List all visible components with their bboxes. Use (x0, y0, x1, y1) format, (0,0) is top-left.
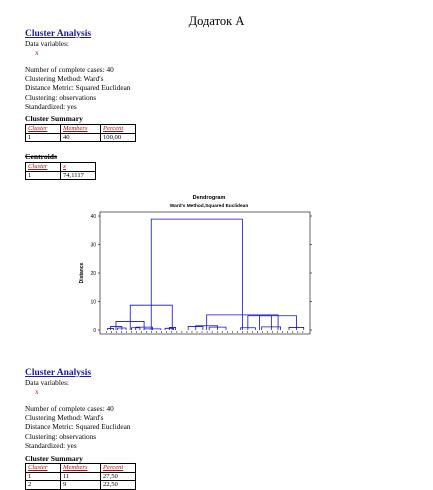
page-title: Додаток А (188, 14, 245, 28)
column-header: Cluster (26, 464, 61, 473)
info-line: Clustering Method: Ward's (25, 74, 104, 84)
cluster-analysis-link-1[interactable]: Cluster Analysis (25, 29, 92, 39)
data-variables-label-2: Data variables: (25, 378, 69, 387)
cluster-summary-table-2 (25, 463, 136, 490)
y-tick-label: 20 (90, 270, 96, 277)
info-line: Distance Metric: Squared Euclidean (25, 422, 131, 432)
info-line: Standardized: yes (25, 101, 77, 111)
table-cell: 9 (61, 481, 101, 490)
table-header-row (26, 464, 136, 473)
table-cell: 74,1117 (61, 171, 96, 180)
cluster-summary-table-1 (25, 124, 136, 142)
chart-title: Dendrogram (192, 195, 226, 201)
column-header: Percent (101, 464, 136, 473)
variable-name-2: x (35, 387, 39, 396)
centroids-title: Centroids (25, 152, 57, 161)
dendrogram-chart (70, 190, 330, 345)
cluster-summary-title-2: Cluster Summary (25, 454, 83, 463)
dendrogram-link (151, 219, 242, 330)
table-cell: 2 (26, 481, 61, 490)
info-line: Standardized: yes (25, 440, 77, 450)
column-header: Cluster (26, 163, 61, 172)
info-line: Clustering Method: Ward's (25, 413, 104, 423)
y-axis-label: Distance (79, 262, 85, 284)
table-cell: 22,50 (101, 481, 136, 490)
table-row (26, 171, 96, 180)
info-list-2 (25, 404, 131, 450)
table-cell: 1 (26, 472, 61, 481)
table-cell: 27,50 (101, 472, 136, 481)
y-tick-label: 40 (90, 213, 96, 220)
table-cell: 100,00 (101, 133, 136, 142)
y-tick-label: 30 (90, 242, 96, 249)
cluster-analysis-link-2[interactable]: Cluster Analysis (25, 368, 92, 378)
centroids-table (25, 162, 96, 180)
column-header: x (61, 163, 96, 172)
column-header: Cluster (26, 125, 61, 134)
data-variables-label-1: Data variables: (25, 39, 69, 48)
table-header-row (26, 163, 96, 172)
column-header: Members (61, 464, 101, 473)
variable-name-1: x (35, 48, 39, 57)
info-list-1 (25, 65, 131, 111)
table-cell: 40 (61, 133, 101, 142)
table-row (26, 133, 136, 142)
info-line: Clustering: observations (25, 92, 97, 102)
info-line: Number of complete cases: 40 (25, 65, 114, 74)
table-row (26, 472, 136, 481)
column-header: Percent (101, 125, 136, 134)
column-header: Members (61, 125, 101, 134)
info-line: Clustering: observations (25, 431, 97, 441)
table-cell: 1 (26, 171, 61, 180)
table-cell: 1 (26, 133, 61, 142)
table-cell: 11 (61, 472, 101, 481)
info-line: Number of complete cases: 40 (25, 404, 114, 413)
info-line: Distance Metric: Squared Euclidean (25, 83, 131, 93)
y-tick-label: 10 (90, 299, 96, 306)
chart-subtitle: Ward's Method,Squared Euclidean (169, 204, 249, 209)
y-tick-label: 0 (93, 327, 96, 334)
table-header-row (26, 125, 136, 134)
cluster-summary-title-1: Cluster Summary (25, 114, 83, 123)
